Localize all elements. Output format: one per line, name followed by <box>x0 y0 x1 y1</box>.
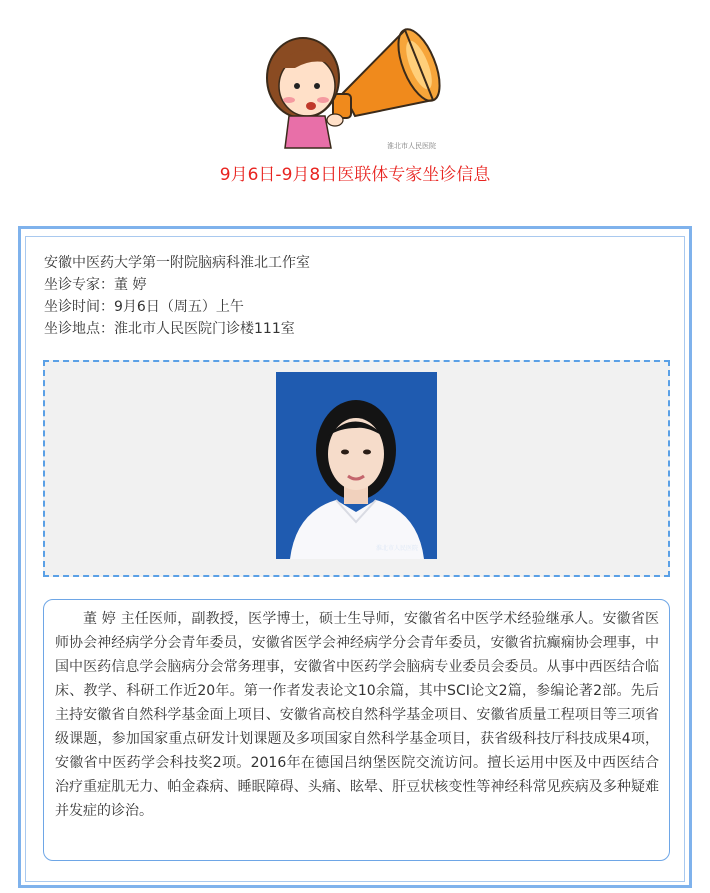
watermark-text: 淮北市人民医院 <box>387 142 436 150</box>
expert-name: 坐诊专家：董 婷 <box>44 277 147 293</box>
photo-watermark: 淮北市人民医院 <box>376 545 419 552</box>
clinic-location: 坐诊地点：淮北市人民医院门诊楼111室 <box>44 321 295 337</box>
doctor-portrait <box>276 372 437 559</box>
clinic-info <box>44 252 664 340</box>
page-title: 9月6日-9月8日医联体专家坐诊信息 <box>219 165 491 185</box>
department-name: 安徽中医药大学第一附院脑病科淮北工作室 <box>44 255 310 271</box>
girl-with-megaphone-icon <box>255 8 465 158</box>
megaphone-icon <box>333 24 448 118</box>
girl-icon <box>267 38 343 148</box>
doctor-portrait-icon <box>276 372 437 559</box>
header <box>0 0 710 200</box>
doctor-biography: 董 婷 主任医师，副教授，医学博士，硕士生导师，安徽省名中医学术经验继承人。安徽省医师协会神经病学分会青年委员，安徽省医学会神经病学分会青年委员，安徽省抗癫痫协会理事，中国中医药信息学会脑病分会常务理事，安徽省中医药学会脑病专业委员会委员。从事中西医结合临床、教学、科研工作近20年。第一作者发表论文10余篇，其中SCI论文2篇，参编论著2部。先后主持安徽省自然科学基金面上项目、安徽省高校自然科学基金项目、安徽省质量工程项目等三项省级课题，参加国家重点研发计划课题及多项国家自然科学基金项目，获省级科技厅科技成果4项，安徽省中医药学会科技奖2项。2016年在德国吕纳堡医院交流访问。擅长运用中医及中西医结合治疗重症肌无力、帕金森病、睡眠障碍、头痛、眩晕、肝豆状核变性等神经科常见疾病及多种疑难并发症的诊治。 <box>55 611 659 819</box>
clinic-time: 坐诊时间：9月6日（周五）上午 <box>44 299 244 315</box>
